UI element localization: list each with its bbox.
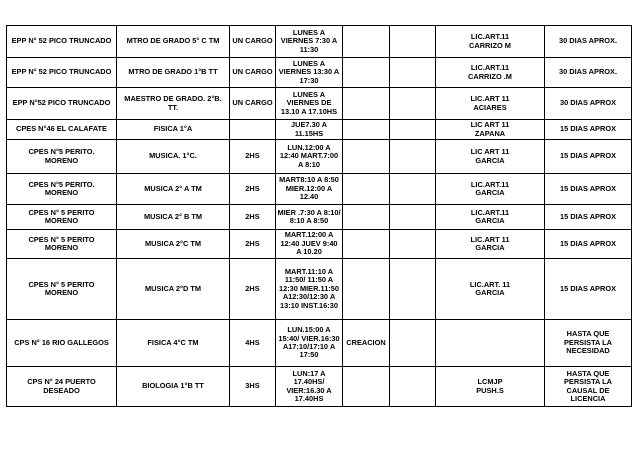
cell-hours: 2HS <box>230 140 276 174</box>
cell-duration: 15 DIAS APROX <box>545 205 632 230</box>
table-row <box>7 58 632 88</box>
cell-post: BIOLOGIA 1°B TT <box>117 367 230 407</box>
cell-extra <box>390 26 436 58</box>
cell-post: MUSICA. 1°C. <box>117 140 230 174</box>
cell-article: LIC.ART 11 ACIARES <box>436 88 545 120</box>
vacancy-table <box>6 25 632 407</box>
cell-school: CPES N°46 EL CALAFATE <box>7 120 117 140</box>
cell-schedule: LUN.12:00 A 12:40 MART.7:00 A 8:10 <box>276 140 343 174</box>
cell-schedule: LUN.15:00 A 15:40/ VIER.16:30 A17:10/17:10 A 17:50 <box>276 320 343 367</box>
cell-schedule: MART.11:10 A 11:50/ 11:50 A 12:30 MIER.11:50 A12:30/12:30 A 13:10 INST.16:30 <box>276 259 343 320</box>
cell-duration: 15 DIAS APROX <box>545 259 632 320</box>
table-row <box>7 174 632 205</box>
cell-mode <box>343 140 390 174</box>
cell-schedule: JUE7.30 A 11.15HS <box>276 120 343 140</box>
cell-article: LCMJP PUSH.S <box>436 367 545 407</box>
cell-extra <box>390 205 436 230</box>
cell-mode <box>343 367 390 407</box>
cell-duration: 30 DIAS APROX <box>545 88 632 120</box>
cell-schedule: LUNES A VIERNES 13:30 A 17:30 <box>276 58 343 88</box>
table-row <box>7 320 632 367</box>
cell-hours: 3HS <box>230 367 276 407</box>
cell-school: EPP N° 52 PICO TRUNCADO <box>7 26 117 58</box>
cell-article <box>436 320 545 367</box>
cell-duration: 15 DIAS APROX <box>545 230 632 259</box>
cell-school: EPP N°52 PICO TRUNCADO <box>7 88 117 120</box>
cell-post: MTRO DE GRADO 1°B TT <box>117 58 230 88</box>
cell-schedule: MART.12:00 A 12:40 JUEV 9:40 A 10.20 <box>276 230 343 259</box>
cell-article: LIC.ART 11 GARCIA <box>436 230 545 259</box>
cell-schedule: LUN:17 A 17.40HS/ VIER:16.30 A 17.40HS <box>276 367 343 407</box>
cell-hours: 2HS <box>230 259 276 320</box>
cell-school: CPES N° 5 PERITO MORENO <box>7 205 117 230</box>
cell-article: LIC.ART.11 GARCIA <box>436 205 545 230</box>
table-row <box>7 26 632 58</box>
cell-schedule: MIER .7:30 A 8:10/ 8:10 A 8:50 <box>276 205 343 230</box>
table-row <box>7 120 632 140</box>
cell-school: EPP N° 52 PICO TRUNCADO <box>7 58 117 88</box>
cell-extra <box>390 320 436 367</box>
cell-schedule: LUNES A VIERNES 7:30 A 11:30 <box>276 26 343 58</box>
cell-post: MTRO DE GRADO 5° C TM <box>117 26 230 58</box>
cell-extra <box>390 58 436 88</box>
cell-article: LIC.ART.11 CARRIZO .M <box>436 58 545 88</box>
table-row <box>7 259 632 320</box>
cell-mode <box>343 88 390 120</box>
table-row <box>7 230 632 259</box>
cell-article: LIC.ART.11 GARCIA <box>436 174 545 205</box>
cell-extra <box>390 140 436 174</box>
cell-hours: 2HS <box>230 205 276 230</box>
cell-school: CPES N°5 PERITO. MORENO <box>7 174 117 205</box>
cell-duration: 15 DIAS APROX <box>545 174 632 205</box>
cell-article: LIC.ART. 11 GARCIA <box>436 259 545 320</box>
cell-duration: 30 DIAS APROX. <box>545 58 632 88</box>
table-row <box>7 140 632 174</box>
cell-mode <box>343 58 390 88</box>
cell-post: MUSICA 2° A TM <box>117 174 230 205</box>
cell-post: MAESTRO DE GRADO. 2°B. TT. <box>117 88 230 120</box>
cell-mode <box>343 205 390 230</box>
cell-duration: 15 DIAS APROX <box>545 140 632 174</box>
cell-schedule: LUNES A VIERNES DE 13.10 A 17.10HS <box>276 88 343 120</box>
cell-article: LIC ART 11 ZAPANA <box>436 120 545 140</box>
cell-school: CPS N° 16 RIO GALLEGOS <box>7 320 117 367</box>
cell-duration: 30 DIAS APROX. <box>545 26 632 58</box>
cell-article: LIC ART 11 GARCIA <box>436 140 545 174</box>
table-row <box>7 367 632 407</box>
cell-mode <box>343 26 390 58</box>
cell-hours <box>230 120 276 140</box>
cell-hours: 4HS <box>230 320 276 367</box>
cell-post: FISICA 4°C TM <box>117 320 230 367</box>
cell-extra <box>390 367 436 407</box>
cell-mode <box>343 174 390 205</box>
cell-post: FISICA 1°A <box>117 120 230 140</box>
cell-article: LIC.ART.11 CARRIZO M <box>436 26 545 58</box>
cell-hours: UN CARGO <box>230 58 276 88</box>
cell-extra <box>390 88 436 120</box>
cell-hours: 2HS <box>230 174 276 205</box>
table-row <box>7 205 632 230</box>
cell-extra <box>390 174 436 205</box>
cell-hours: UN CARGO <box>230 88 276 120</box>
cell-school: CPES N°5 PERITO. MORENO <box>7 140 117 174</box>
cell-school: CPES N° 5 PERITO MORENO <box>7 230 117 259</box>
cell-mode: CREACION <box>343 320 390 367</box>
cell-post: MUSICA 2°C TM <box>117 230 230 259</box>
cell-schedule: MART8:10 A 8:50 MIER.12:00 A 12.40 <box>276 174 343 205</box>
cell-extra <box>390 259 436 320</box>
cell-post: MUSICA 2°D TM <box>117 259 230 320</box>
cell-duration: 15 DIAS APROX <box>545 120 632 140</box>
cell-school: CPES N° 5 PERITO MORENO <box>7 259 117 320</box>
cell-post: MUSICA 2° B TM <box>117 205 230 230</box>
cell-school: CPS N° 24 PUERTO DESEADO <box>7 367 117 407</box>
cell-duration: HASTA QUE PERSISTA LA NECESIDAD <box>545 320 632 367</box>
cell-mode <box>343 120 390 140</box>
cell-extra <box>390 230 436 259</box>
cell-mode <box>343 259 390 320</box>
cell-duration: HASTA QUE PERSISTA LA CAUSAL DE LICENCIA <box>545 367 632 407</box>
cell-hours: UN CARGO <box>230 26 276 58</box>
cell-extra <box>390 120 436 140</box>
cell-mode <box>343 230 390 259</box>
cell-hours: 2HS <box>230 230 276 259</box>
table-row <box>7 88 632 120</box>
